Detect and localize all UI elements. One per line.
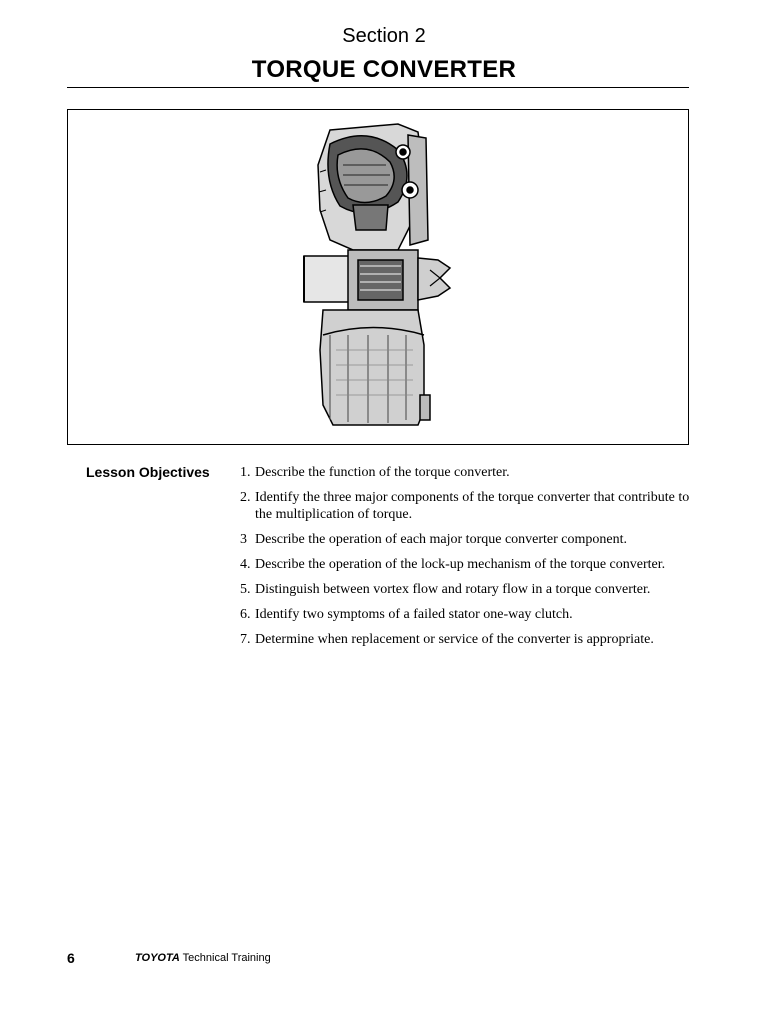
objective-item bbox=[240, 531, 690, 548]
objective-item bbox=[240, 489, 690, 523]
objective-number: 3 bbox=[240, 532, 247, 547]
title-divider bbox=[67, 87, 689, 88]
objective-number: 5. bbox=[240, 582, 251, 597]
objective-text: Identify the three major components of the torque converter that contribute to the multiplication of torque. bbox=[255, 490, 690, 522]
objective-item bbox=[240, 464, 690, 481]
brand-name: TOYOTA bbox=[135, 952, 180, 964]
objective-text: Describe the operation of each major torque converter component. bbox=[255, 532, 628, 547]
objective-text: Determine when replacement or service of the converter is appropriate. bbox=[255, 632, 654, 647]
objective-item bbox=[240, 631, 690, 648]
objective-text: Distinguish between vortex flow and rotary flow in a torque converter. bbox=[255, 582, 651, 597]
torque-converter-cutaway-illustration bbox=[68, 110, 688, 444]
objective-item bbox=[240, 581, 690, 598]
objective-text: Identify two symptoms of a failed stator one-way clutch. bbox=[255, 607, 573, 622]
figure-frame bbox=[67, 109, 689, 445]
lesson-objectives-heading: Lesson Objectives bbox=[86, 464, 210, 480]
footer-brand bbox=[135, 952, 271, 964]
objective-number: 7. bbox=[240, 632, 251, 647]
section-label: Section 2 bbox=[342, 25, 426, 47]
objective-number: 4. bbox=[240, 557, 251, 572]
page-title: TORQUE CONVERTER bbox=[251, 56, 517, 83]
objective-number: 6. bbox=[240, 607, 251, 622]
objective-item bbox=[240, 606, 690, 623]
objectives-list bbox=[240, 464, 690, 656]
objective-text: Describe the operation of the lock-up mechanism of the torque converter. bbox=[255, 557, 666, 572]
brand-suffix: Technical Training bbox=[179, 952, 271, 964]
objective-item bbox=[240, 556, 690, 573]
objective-number: 2. bbox=[240, 490, 251, 505]
objective-number: 1. bbox=[240, 465, 251, 480]
objective-text: Describe the function of the torque converter. bbox=[255, 465, 510, 480]
page-number: 6 bbox=[67, 950, 75, 966]
